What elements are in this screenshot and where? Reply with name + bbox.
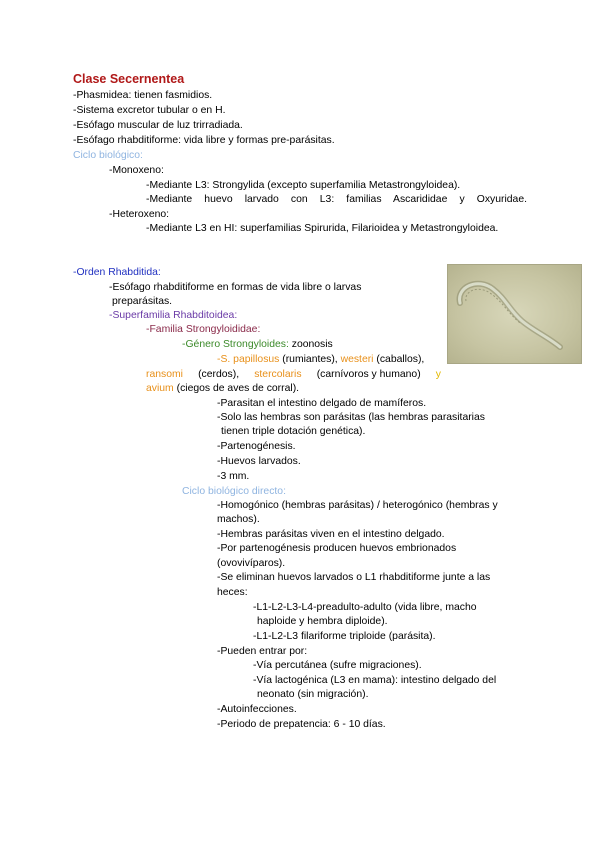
species-stercolaris: stercolaris: [254, 369, 302, 380]
text-line: -Por partenogénesis producen huevos embrionados: [217, 543, 457, 554]
species-line: [146, 382, 299, 395]
text-line: -Vía percutánea (sufre migraciones).: [253, 660, 422, 671]
genero-rest: zoonosis: [288, 339, 333, 350]
species-ransomi: ransomi: [146, 369, 183, 380]
species-host: (caballos),: [373, 354, 425, 365]
species-westeri: westeri: [340, 354, 374, 365]
text-line: -Pueden entrar por:: [217, 646, 308, 657]
species-connector: y: [435, 369, 441, 380]
text-line: (ovovivíparos).: [217, 558, 286, 569]
species-avium: avium: [146, 383, 174, 394]
text-line: -Monoxeno:: [109, 165, 164, 176]
text-line: -Mediante L3 en HI: superfamilias Spirurida, Filarioidea y Metastrongyloidea.: [146, 223, 499, 234]
text-line: -Heteroxeno:: [109, 209, 170, 220]
species-host: (carnívoros y humano): [316, 369, 421, 380]
text-line: preparásitas.: [112, 296, 173, 307]
text-line: -Parasitan el intestino delgado de mamíferos.: [217, 398, 427, 409]
nematode-photo: [447, 264, 582, 364]
text-line: -Homogónico (hembras parásitas) / heterogónico (hembras y: [217, 500, 498, 511]
species-host: (ciegos de aves de corral).: [173, 383, 300, 394]
text-line: -Vía lactogénica (L3 en mama): intestino delgado del: [253, 675, 497, 686]
text-line: -Mediante L3: Strongylida (excepto superfamilia Metastrongyloidea).: [146, 180, 461, 191]
text-line: -Se eliminan huevos larvados o L1 rhabditiforme junte a las: [217, 572, 491, 583]
text-line: tienen triple dotación genética).: [221, 426, 366, 437]
text-line: -Solo las hembras son parásitas (las hembras parasitarias: [217, 412, 485, 423]
text-line: -Mediante huevo larvado con L3: familias Ascarididae y Oxyuridae.: [146, 194, 527, 205]
text-line: machos).: [217, 514, 260, 525]
text-line: -Hembras parásitas viven en el intestino delgado.: [217, 529, 445, 540]
familia-heading: -Familia Strongyloididae:: [146, 324, 261, 335]
section-title: Clase Secernentea: [73, 72, 185, 86]
text-line: -Sistema excretor tubular o en H.: [73, 105, 226, 116]
species-host: (cerdos),: [198, 369, 240, 380]
text-line: -Autoinfecciones.: [217, 704, 297, 715]
orden-heading: -Orden Rhabditida:: [73, 267, 161, 278]
genero-line: [182, 338, 333, 351]
text-line: -L1-L2-L3-L4-preadulto-adulto (vida libre, macho: [253, 602, 477, 613]
genero-label: -Género Strongyloides:: [182, 339, 289, 350]
text-line: -Phasmidea: tienen fasmidios.: [73, 90, 213, 101]
superfamilia-heading: -Superfamilia Rhabditoidea:: [109, 310, 238, 321]
ciclo-directo-heading: Ciclo biológico directo:: [182, 486, 286, 497]
species-host: (rumiantes),: [279, 354, 341, 365]
text-line: -L1-L2-L3 filariforme triploide (parásita).: [253, 631, 436, 642]
species-papillosus: -S. papillosus: [217, 354, 280, 365]
text-line: -Periodo de prepatencia: 6 - 10 días.: [217, 719, 386, 730]
ciclo-heading: Ciclo biológico:: [73, 150, 143, 161]
text-line: haploide y hembra diploide).: [257, 616, 388, 627]
text-line: -Esófago rhabditiforme en formas de vida libre o larvas: [109, 282, 362, 293]
species-line: [217, 353, 424, 366]
text-line: -Esófago muscular de luz trirradiada.: [73, 120, 243, 131]
text-line: -Huevos larvados.: [217, 456, 301, 467]
text-line: heces:: [217, 587, 248, 598]
text-line: neonato (sin migración).: [257, 689, 369, 700]
nematode-larva-image: [448, 265, 581, 363]
text-line: -3 mm.: [217, 471, 250, 482]
text-line: -Partenogénesis.: [217, 441, 296, 452]
species-line: [146, 368, 441, 381]
text-line: -Esófago rhabditiforme: vida libre y formas pre-parásitas.: [73, 135, 335, 146]
